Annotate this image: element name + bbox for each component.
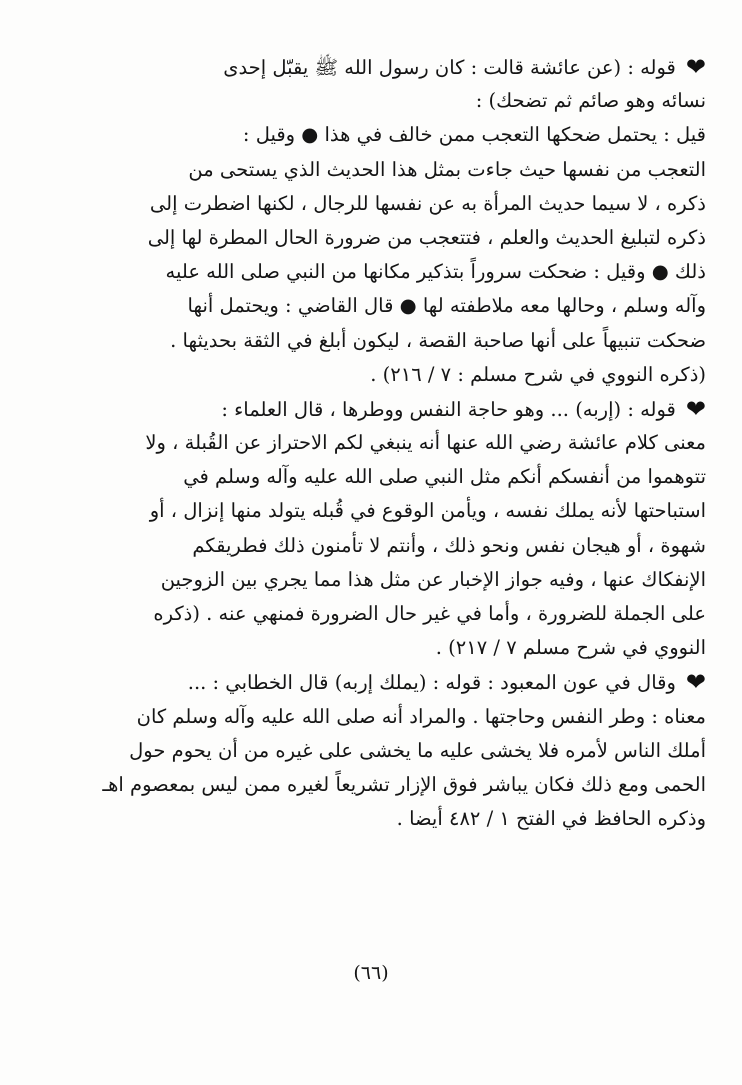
line-text: تتوهموا من أنفسكم أنكم مثل النبي صلى الله عليه وآله وسلم في: [183, 465, 706, 489]
text-line: [96, 221, 706, 255]
text-line: [96, 460, 706, 494]
line-text: وذكره الحافظ في الفتح ١ / ٤٨٢ أيضا .: [396, 807, 706, 831]
line-text: معنى كلام عائشة رضي الله عنها أنه ينبغي لكم الاحتراز عن القُبلة ، ولا: [145, 431, 706, 455]
heart-bullet-icon: ❤: [685, 394, 706, 423]
text-line: [96, 665, 706, 699]
line-text: ذكره ، لا سيما حديث المرأة به عن نفسها للرجال ، لكنها اضطرت إلى: [149, 191, 706, 215]
text-line: [96, 631, 706, 665]
text-line: [96, 768, 706, 802]
line-text: الإنفكاك عنها ، وفيه جواز الإخبار عن مثل هذا مما يجري بين الزوجين: [160, 567, 706, 591]
text-line: [96, 358, 706, 392]
text-line: [96, 734, 706, 768]
line-text: استباحتها لأنه يملك نفسه ، ويأمن الوقوع في قُبله يتولد منها إنزال ، أو: [149, 499, 706, 523]
paragraph: [96, 50, 706, 118]
page-number: (٦٦): [353, 962, 389, 984]
text-line: [96, 118, 706, 152]
line-text: ذكره لتبليغ الحديث والعلم ، فتتعجب من ضرورة الحال المطرة لها إلى: [147, 225, 706, 249]
paragraph: [96, 392, 706, 666]
line-text: قوله : (إربه) ... وهو حاجة النفس ووطرها ، قال العلماء :: [221, 397, 676, 421]
line-text: (ذكره النووي في شرح مسلم : ٧ / ٢١٦) .: [370, 362, 706, 386]
heart-bullet-icon: ❤: [685, 668, 706, 697]
line-text: نسائه وهو صائم ثم تضحك) :: [475, 89, 706, 113]
line-text: وآله وسلم ، وحالها معه ملاطفته لها ● قال القاضي : ويحتمل أنها: [187, 294, 706, 318]
line-text: النووي في شرح مسلم ٧ / ٢١٧) .: [435, 636, 706, 660]
line-text: ضحكت تنبيهاً على أنها صاحبة القصة ، ليكون أبلغ في الثقة بحديثها .: [170, 328, 706, 352]
line-text: قوله : (عن عائشة قالت : كان رسول الله ﷺ يقبّل إحدى: [223, 56, 676, 79]
text-line: [96, 255, 706, 289]
text-line: [96, 324, 706, 358]
text-line: [96, 597, 706, 631]
paragraph: [96, 118, 706, 392]
text-line: [96, 529, 706, 563]
line-text: قيل : يحتمل ضحكها التعجب ممن خالف في هذا ● وقيل :: [242, 123, 706, 147]
text-line: [96, 494, 706, 528]
line-text: ذلك ● وقيل : ضحكت سروراً بتذكير مكانها من النبي صلى الله عليه: [165, 260, 706, 284]
text-line: [96, 802, 706, 836]
line-text: الحمى ومع ذلك فكان يباشر فوق الإزار تشريعاً لغيره ممن ليس بمعصوم اهـ: [102, 772, 706, 796]
text-line: [96, 187, 706, 221]
text-line: [96, 563, 706, 597]
text-line: [96, 153, 706, 187]
line-text: أملك الناس لأمره فلا يخشى عليه ما يخشى على غيره من أن يحوم حول: [129, 738, 706, 762]
text-line: [96, 84, 706, 118]
line-text: على الجملة للضرورة ، وأما في غير حال الضرورة فمنهي عنه . (ذكره: [153, 602, 706, 625]
text-line: [96, 289, 706, 323]
text-line: [96, 392, 706, 426]
line-text: التعجب من نفسها حيث جاءت بمثل هذا الحديث الذي يستحى من: [188, 157, 706, 181]
line-text: وقال في عون المعبود : قوله : (يملك إربه) قال الخطابي : ...: [187, 671, 676, 695]
text-line: [96, 700, 706, 734]
text-line: [96, 50, 706, 84]
heart-bullet-icon: ❤: [685, 53, 706, 81]
paragraph: [96, 665, 706, 836]
line-text: شهوة ، أو هيجان نفس ونحو ذلك ، وأنتم لا تأمنون ذلك فطريقكم: [192, 533, 706, 557]
line-text: معناه : وطر النفس وحاجتها . والمراد أنه صلى الله عليه وآله وسلم كان: [136, 704, 706, 728]
main-text: [96, 50, 706, 836]
text-line: [96, 426, 706, 460]
